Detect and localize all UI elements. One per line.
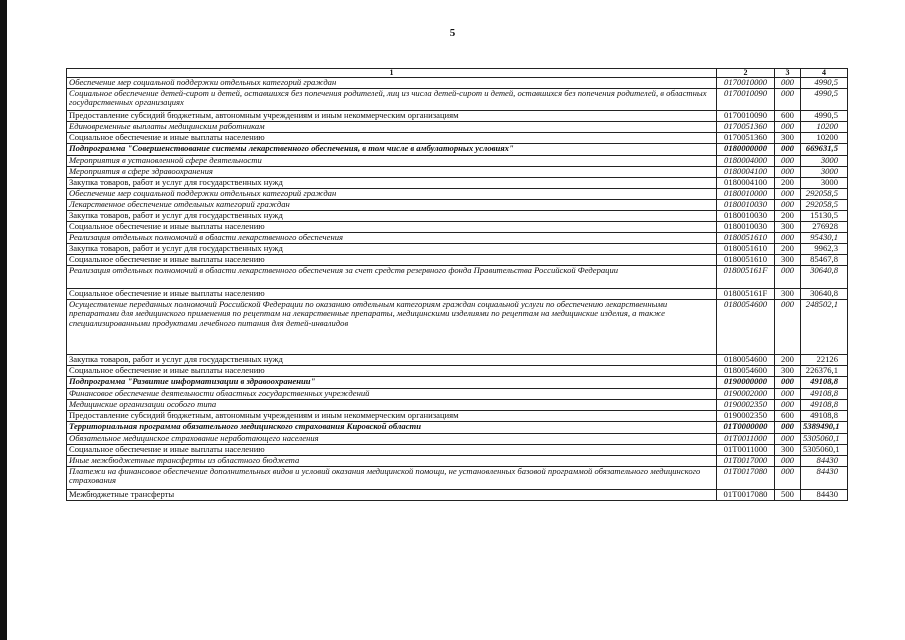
row-description: Закупка товаров, работ и услуг для государственных нужд <box>67 354 717 365</box>
table-row <box>67 299 848 354</box>
row-target-code: 0170010090 <box>717 110 775 121</box>
row-amount: 49108,8 <box>801 388 848 399</box>
row-description: Финансовое обеспечение деятельности областных государственных учреждений <box>67 388 717 399</box>
row-expense-type: 000 <box>775 121 801 132</box>
row-amount: 248502,1 <box>801 299 848 354</box>
row-amount: 30640,8 <box>801 265 848 288</box>
row-target-code: 0180054600 <box>717 365 775 376</box>
row-expense-type: 300 <box>775 288 801 299</box>
row-amount: 4990,5 <box>801 78 848 89</box>
row-description: Осуществление переданных полномочий Российской Федерации по оказанию отдельным категориям граждан социальной услуги по обеспечению лекарственными препаратами для медицинского применения по рецептам на лекарственные препараты, медицинскими изделиями по рецептам на медицинские изделия, а также специализированными продуктами лечебного питания для детей-инвалидов <box>67 299 717 354</box>
table-row <box>67 210 848 221</box>
table-row <box>67 143 848 155</box>
row-expense-type: 200 <box>775 210 801 221</box>
row-target-code: 0180010000 <box>717 188 775 199</box>
table-row <box>67 177 848 188</box>
table-row <box>67 354 848 365</box>
row-expense-type: 300 <box>775 254 801 265</box>
row-target-code: 0180051610 <box>717 243 775 254</box>
row-description: Предоставление субсидий бюджетным, автономным учреждениям и иным некоммерческим организациям <box>67 110 717 121</box>
table-row <box>67 288 848 299</box>
table-header-row <box>67 69 848 78</box>
row-amount: 84430 <box>801 455 848 466</box>
row-target-code: 0190002350 <box>717 399 775 410</box>
row-amount: 669631,5 <box>801 143 848 155</box>
scan-edge-bar <box>0 0 7 640</box>
table-row <box>67 132 848 143</box>
row-description: Подпрограмма "Развитие информатизации в здравоохранении" <box>67 376 717 388</box>
row-target-code: 0180000000 <box>717 143 775 155</box>
row-amount: 84430 <box>801 489 848 500</box>
table-row <box>67 365 848 376</box>
header-col-1: 1 <box>67 69 717 78</box>
row-amount: 30640,8 <box>801 288 848 299</box>
row-target-code: 0190002000 <box>717 388 775 399</box>
row-expense-type: 000 <box>775 143 801 155</box>
table-row <box>67 188 848 199</box>
table-row <box>67 421 848 433</box>
row-description: Социальное обеспечение и иные выплаты населению <box>67 288 717 299</box>
table-row <box>67 466 848 489</box>
row-amount: 22126 <box>801 354 848 365</box>
table-row <box>67 265 848 288</box>
row-amount: 5305060,1 <box>801 444 848 455</box>
row-amount: 5389490,1 <box>801 421 848 433</box>
row-amount: 292058,5 <box>801 188 848 199</box>
row-description: Закупка товаров, работ и услуг для государственных нужд <box>67 210 717 221</box>
row-expense-type: 300 <box>775 221 801 232</box>
row-amount: 9962,3 <box>801 243 848 254</box>
row-amount: 3000 <box>801 177 848 188</box>
row-expense-type: 300 <box>775 444 801 455</box>
row-description: Социальное обеспечение и иные выплаты населению <box>67 221 717 232</box>
row-amount: 5305060,1 <box>801 433 848 444</box>
row-target-code: 0180010030 <box>717 210 775 221</box>
row-expense-type: 000 <box>775 421 801 433</box>
row-description: Предоставление субсидий бюджетным, автономным учреждениям и иным некоммерческим организациям <box>67 410 717 421</box>
row-expense-type: 200 <box>775 354 801 365</box>
row-description: Социальное обеспечение и иные выплаты населению <box>67 444 717 455</box>
row-amount: 49108,8 <box>801 410 848 421</box>
row-description: Территориальная программа обязательного медицинского страхования Кировской области <box>67 421 717 433</box>
row-description: Медицинские организации особого типа <box>67 399 717 410</box>
row-target-code: 01T0011000 <box>717 444 775 455</box>
table-row <box>67 166 848 177</box>
row-description: Мероприятия в установленной сфере деятельности <box>67 155 717 166</box>
row-target-code: 01T0000000 <box>717 421 775 433</box>
row-description: Лекарственное обеспечение отдельных категорий граждан <box>67 199 717 210</box>
row-expense-type: 200 <box>775 243 801 254</box>
row-amount: 95430,1 <box>801 232 848 243</box>
row-expense-type: 000 <box>775 299 801 354</box>
row-target-code: 01T0017080 <box>717 466 775 489</box>
row-description: Подпрограмма "Совершенствование системы лекарственного обеспечения, в том числе в амбулаторных условиях" <box>67 143 717 155</box>
row-description: Реализация отдельных полномочий в области лекарственного обеспечения за счет средств резервного фонда Правительства Российской Федерации <box>67 265 717 288</box>
row-amount: 226376,1 <box>801 365 848 376</box>
row-target-code: 0180010030 <box>717 199 775 210</box>
budget-table <box>66 68 848 501</box>
row-expense-type: 600 <box>775 110 801 121</box>
row-amount: 3000 <box>801 166 848 177</box>
row-amount: 15130,5 <box>801 210 848 221</box>
row-description: Закупка товаров, работ и услуг для государственных нужд <box>67 177 717 188</box>
row-target-code: 01T0017080 <box>717 489 775 500</box>
row-description: Единовременные выплаты медицинским работникам <box>67 121 717 132</box>
row-target-code: 01T0011000 <box>717 433 775 444</box>
row-target-code: 0180054600 <box>717 299 775 354</box>
table-row <box>67 444 848 455</box>
header-col-2: 2 <box>717 69 775 78</box>
row-amount: 10200 <box>801 121 848 132</box>
row-target-code: 018005161F <box>717 288 775 299</box>
row-description: Обязательное медицинское страхование неработающего населения <box>67 433 717 444</box>
row-amount: 84430 <box>801 466 848 489</box>
header-col-4: 4 <box>801 69 848 78</box>
table-row <box>67 110 848 121</box>
table-row <box>67 433 848 444</box>
table-row <box>67 199 848 210</box>
row-target-code: 0180004100 <box>717 166 775 177</box>
row-target-code: 018005161F <box>717 265 775 288</box>
table-row <box>67 232 848 243</box>
row-target-code: 0170010090 <box>717 88 775 110</box>
row-expense-type: 300 <box>775 365 801 376</box>
row-target-code: 0180051610 <box>717 254 775 265</box>
table-row <box>67 388 848 399</box>
row-target-code: 0170051360 <box>717 132 775 143</box>
row-target-code: 0180004000 <box>717 155 775 166</box>
row-expense-type: 000 <box>775 78 801 89</box>
row-expense-type: 000 <box>775 376 801 388</box>
row-description: Социальное обеспечение и иные выплаты населению <box>67 132 717 143</box>
table-row <box>67 489 848 500</box>
row-amount: 10200 <box>801 132 848 143</box>
row-target-code: 0180010030 <box>717 221 775 232</box>
table-row <box>67 399 848 410</box>
row-expense-type: 000 <box>775 455 801 466</box>
row-expense-type: 000 <box>775 199 801 210</box>
row-target-code: 0180054600 <box>717 354 775 365</box>
row-expense-type: 000 <box>775 265 801 288</box>
table-row <box>67 121 848 132</box>
row-description: Платежи на финансовое обеспечение дополнительных видов и условий оказания медицинской помощи, не установленных базовой программой обязательного медицинского страхования <box>67 466 717 489</box>
row-amount: 292058,5 <box>801 199 848 210</box>
row-description: Социальное обеспечение и иные выплаты населению <box>67 254 717 265</box>
row-description: Реализация отдельных полномочий в области лекарственного обеспечения <box>67 232 717 243</box>
row-description: Социальное обеспечение детей-сирот и детей, оставшихся без попечения родителей, лиц из числа детей-сирот и детей, оставшихся без попечения родителей, в областных государственных организациях <box>67 88 717 110</box>
row-description: Обеспечение мер социальной поддержки отдельных категорий граждан <box>67 78 717 89</box>
table-row <box>67 243 848 254</box>
row-description: Межбюджетные трансферты <box>67 489 717 500</box>
row-target-code: 0170051360 <box>717 121 775 132</box>
row-expense-type: 300 <box>775 132 801 143</box>
row-expense-type: 200 <box>775 177 801 188</box>
table-row <box>67 376 848 388</box>
table-row <box>67 254 848 265</box>
page-number: 5 <box>449 27 456 39</box>
row-target-code: 0190002350 <box>717 410 775 421</box>
row-expense-type: 000 <box>775 232 801 243</box>
row-amount: 4990,5 <box>801 88 848 110</box>
row-expense-type: 500 <box>775 489 801 500</box>
row-amount: 49108,8 <box>801 399 848 410</box>
row-expense-type: 000 <box>775 466 801 489</box>
row-target-code: 0180004100 <box>717 177 775 188</box>
row-target-code: 0170010000 <box>717 78 775 89</box>
row-amount: 4990,5 <box>801 110 848 121</box>
budget-table-body <box>67 69 848 501</box>
row-description: Обеспечение мер социальной поддержки отдельных категорий граждан <box>67 188 717 199</box>
row-expense-type: 000 <box>775 155 801 166</box>
table-row <box>67 155 848 166</box>
row-amount: 85467,8 <box>801 254 848 265</box>
table-row <box>67 78 848 89</box>
row-target-code: 0190000000 <box>717 376 775 388</box>
row-description: Иные межбюджетные трансферты из областного бюджета <box>67 455 717 466</box>
row-expense-type: 000 <box>775 166 801 177</box>
header-col-3: 3 <box>775 69 801 78</box>
table-row <box>67 410 848 421</box>
row-target-code: 0180051610 <box>717 232 775 243</box>
row-amount: 49108,8 <box>801 376 848 388</box>
row-expense-type: 000 <box>775 433 801 444</box>
row-amount: 3000 <box>801 155 848 166</box>
row-expense-type: 000 <box>775 399 801 410</box>
row-amount: 276928 <box>801 221 848 232</box>
row-expense-type: 600 <box>775 410 801 421</box>
table-row <box>67 88 848 110</box>
row-expense-type: 000 <box>775 388 801 399</box>
row-target-code: 01T0017000 <box>717 455 775 466</box>
row-expense-type: 000 <box>775 88 801 110</box>
table-row <box>67 455 848 466</box>
row-description: Социальное обеспечение и иные выплаты населению <box>67 365 717 376</box>
table-row <box>67 221 848 232</box>
row-description: Закупка товаров, работ и услуг для государственных нужд <box>67 243 717 254</box>
row-description: Мероприятия в сфере здравоохранения <box>67 166 717 177</box>
row-expense-type: 000 <box>775 188 801 199</box>
